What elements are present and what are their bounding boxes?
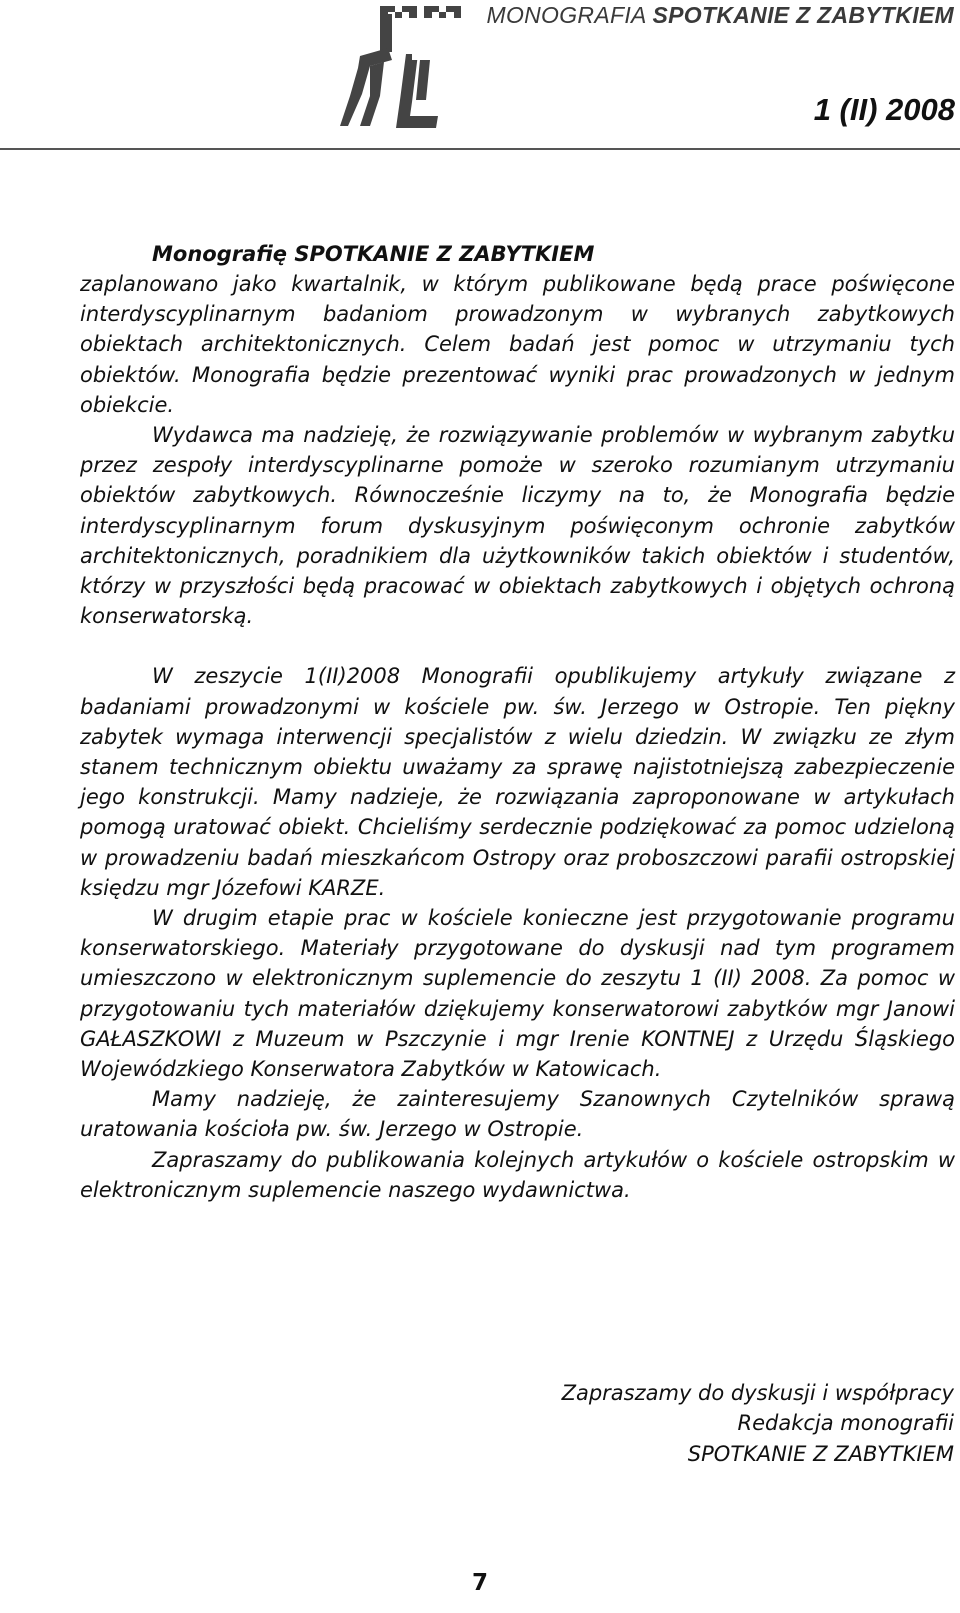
main-text xyxy=(80,239,955,1205)
closing-line-3: SPOTKANIE Z ZABYTKIEM xyxy=(687,1441,954,1466)
intro-title: Monografię SPOTKANIE Z ZABYTKIEM xyxy=(152,242,595,266)
closing-line-2: Redakcja monografii xyxy=(737,1411,954,1436)
paragraph-gap xyxy=(80,631,955,661)
page-number: 7 xyxy=(471,1570,488,1596)
body-paragraph-3: Mamy nadzieję, że zainteresujemy Szanownych Czytelników sprawą uratowania kościoła pw. św. Jerzego w Ostropie. xyxy=(80,1087,955,1142)
publication-title-bold: SPOTKANIE Z ZABYTKIEM xyxy=(652,2,954,28)
intro-paragraph-2: Wydawca ma nadzieję, że rozwiązywanie problemów w wybranym zabytku przez zespoły interdyscyplinarne pomoże w szeroko rozumianym utrzymaniu obiektów zabytkowych. Równocześnie liczymy na to, że Monografia będzie interdyscyplinarnym forum dyskusyjnym poświęconym ochronie zabytków architektonicznych, poradnikiem dla użytkowników takich obiektów i studentów, którzy w przyszłości będą pracować w obiektach zabytkowych i objętych ochroną konserwatorską. xyxy=(80,423,955,629)
body-paragraph-2: W drugim etapie prac w kościele konieczne jest przygotowanie programu konserwatorskiego. Materiały przygotowane do dyskusji nad tym programem umieszczono w elektronicznym suplemencie do zeszytu 1 (II) 2008. Za pomoc w przygotowaniu tych materiałów dziękujemy konserwatorowi zabytków mgr Janowi GAŁASZKOWI z Muzeum w Pszczynie i mgr Irenie KONTNEJ z Urzędu Śląskiego Wojewódzkiego Konserwatora Zabytków w Katowicach. xyxy=(80,906,955,1082)
closing-line-1: Zapraszamy do dyskusji i współpracy xyxy=(561,1381,954,1405)
header-divider xyxy=(0,148,960,150)
intro-paragraph-1: zaplanowano jako kwartalnik, w którym publikowane będą prace poświęcone interdyscyplinarnym badaniom prowadzonym w wybranych zabytkowych obiektach architektonicznych. Celem badań jest pomoc w utrzymaniu tych obiektów. Monografia będzie prezentować wyniki prac prowadzonych w jednym obiekcie. xyxy=(80,272,955,417)
issue-number: 1 (II) 2008 xyxy=(813,92,955,127)
closing-signature xyxy=(0,1378,954,1469)
body-paragraph-1: W zeszycie 1(II)2008 Monografii opublikujemy artykuły związane z badaniami prowadzonymi w kościele pw. św. Jerzego w Ostropie. Ten piękny zabytek wymaga interwencji specjalistów z wielu dziedzin. W związku ze złym stanem technicznym obiektu uważamy za sprawę najistotniejszą zabezpieczenie jego konstrukcji. Mamy nadzieje, że rozwiązania zaproponowane w artykułach pomogą uratować obiekt. Chcieliśmy serdecznie podziękować za pomoc udzieloną w prowadzeniu badań mieszkańcom Ostropy oraz proboszczowi parafii ostropskiej księdzu mgr Józefowi KARZE. xyxy=(80,664,955,900)
body-paragraph-4: Zapraszamy do publikowania kolejnych artykułów o kościele ostropskim w elektronicznym suplemencie naszego wydawnictwa. xyxy=(80,1147,955,1202)
publication-title xyxy=(0,2,954,29)
publication-title-light: MONOGRAFIA xyxy=(486,2,646,28)
